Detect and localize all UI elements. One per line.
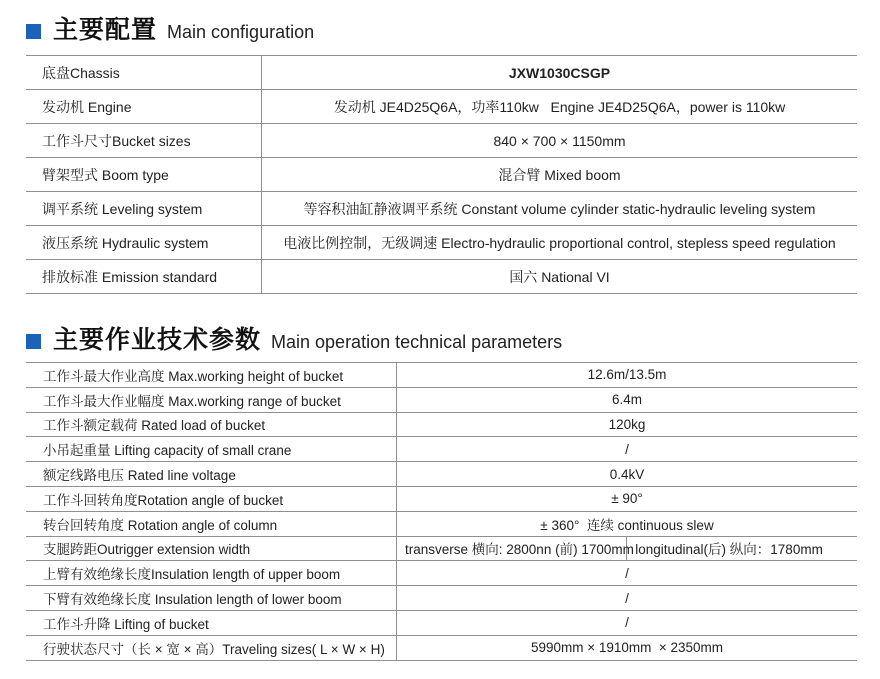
- table-row: [26, 158, 857, 192]
- table-row: [26, 610, 857, 635]
- param-label: 转台回转角度 Rotation angle of column: [26, 511, 397, 536]
- square-bullet-icon: [26, 334, 41, 349]
- params-title-en: Main operation technical parameters: [271, 332, 563, 352]
- table-row: [26, 511, 857, 536]
- config-table: [26, 55, 857, 294]
- config-label: 调平系统 Leveling system: [26, 192, 262, 226]
- param-value: /: [397, 610, 858, 635]
- table-row: [26, 635, 857, 660]
- param-label: 工作斗最大作业幅度 Max.working range of bucket: [26, 387, 397, 412]
- param-label: 工作斗回转角度Rotation angle of bucket: [26, 486, 397, 511]
- square-bullet-icon: [26, 24, 41, 39]
- config-label: 臂架型式 Boom type: [26, 158, 262, 192]
- param-value: ± 360° 连续 continuous slew: [397, 511, 858, 536]
- param-label: 上臂有效绝缘长度Insulation length of upper boom: [26, 561, 397, 586]
- table-row: [26, 363, 857, 388]
- config-title-en: Main configuration: [167, 22, 315, 42]
- table-row: [26, 561, 857, 586]
- config-value: 等容积油缸静液调平系统 Constant volume cylinder static-hydraulic leveling system: [262, 192, 858, 226]
- table-row: [26, 387, 857, 412]
- param-label: 工作斗额定载荷 Rated load of bucket: [26, 412, 397, 437]
- params-table: [26, 362, 857, 661]
- config-value: 840 × 700 × 1150mm: [262, 124, 858, 158]
- param-value: 120kg: [397, 412, 858, 437]
- param-value: 0.4kV: [397, 462, 858, 487]
- param-label: 工作斗最大作业高度 Max.working height of bucket: [26, 363, 397, 388]
- param-label: 额定线路电压 Rated line voltage: [26, 462, 397, 487]
- table-row: [26, 536, 857, 561]
- param-label: 工作斗升降 Lifting of bucket: [26, 610, 397, 635]
- params-title-cn: 主要作业技术参数: [53, 326, 262, 354]
- config-label: 底盘Chassis: [26, 56, 262, 90]
- param-value: /: [397, 437, 858, 462]
- params-section-header: [26, 320, 562, 356]
- config-label: 发动机 Engine: [26, 90, 262, 124]
- config-label: 排放标准 Emission standard: [26, 260, 262, 294]
- table-row: [26, 192, 857, 226]
- param-value-longitudinal: longitudinal(后) 纵向：1780mm: [627, 536, 857, 561]
- config-section-header: [26, 10, 314, 46]
- config-value: 发动机 JE4D25Q6A，功率110kw Engine JE4D25Q6A，power is 110kw: [262, 90, 858, 124]
- param-label: 支腿跨距Outrigger extension width: [26, 536, 397, 561]
- param-value: /: [397, 561, 858, 586]
- param-value: ± 90°: [397, 486, 858, 511]
- table-row: [26, 90, 857, 124]
- table-row: [26, 226, 857, 260]
- table-row: [26, 486, 857, 511]
- config-label: 工作斗尺寸Bucket sizes: [26, 124, 262, 158]
- param-label: 行驶状态尺寸（长 × 宽 × 高）Traveling sizes( L × W × H): [26, 635, 397, 660]
- table-row: [26, 260, 857, 294]
- table-row: [26, 56, 857, 90]
- table-row: [26, 586, 857, 611]
- table-row: [26, 124, 857, 158]
- param-value: 12.6m/13.5m: [397, 363, 858, 388]
- table-row: [26, 412, 857, 437]
- param-label: 小吊起重量 Lifting capacity of small crane: [26, 437, 397, 462]
- config-value: 国六 National VI: [262, 260, 858, 294]
- config-value: JXW1030CSGP: [262, 56, 858, 90]
- config-label: 液压系统 Hydraulic system: [26, 226, 262, 260]
- param-label: 下臂有效绝缘长度 Insulation length of lower boom: [26, 586, 397, 611]
- config-value: 混合臂 Mixed boom: [262, 158, 858, 192]
- param-value: /: [397, 586, 858, 611]
- config-title-cn: 主要配置: [53, 16, 158, 44]
- config-value: 电液比例控制，无级调速 Electro-hydraulic proportional control, stepless speed regulation: [262, 226, 858, 260]
- table-row: [26, 437, 857, 462]
- table-row: [26, 462, 857, 487]
- param-value: 5990mm × 1910mm × 2350mm: [397, 635, 858, 660]
- param-value-transverse: transverse 横向: 2800nn (前) 1700mm: [397, 536, 627, 561]
- param-value: 6.4m: [397, 387, 858, 412]
